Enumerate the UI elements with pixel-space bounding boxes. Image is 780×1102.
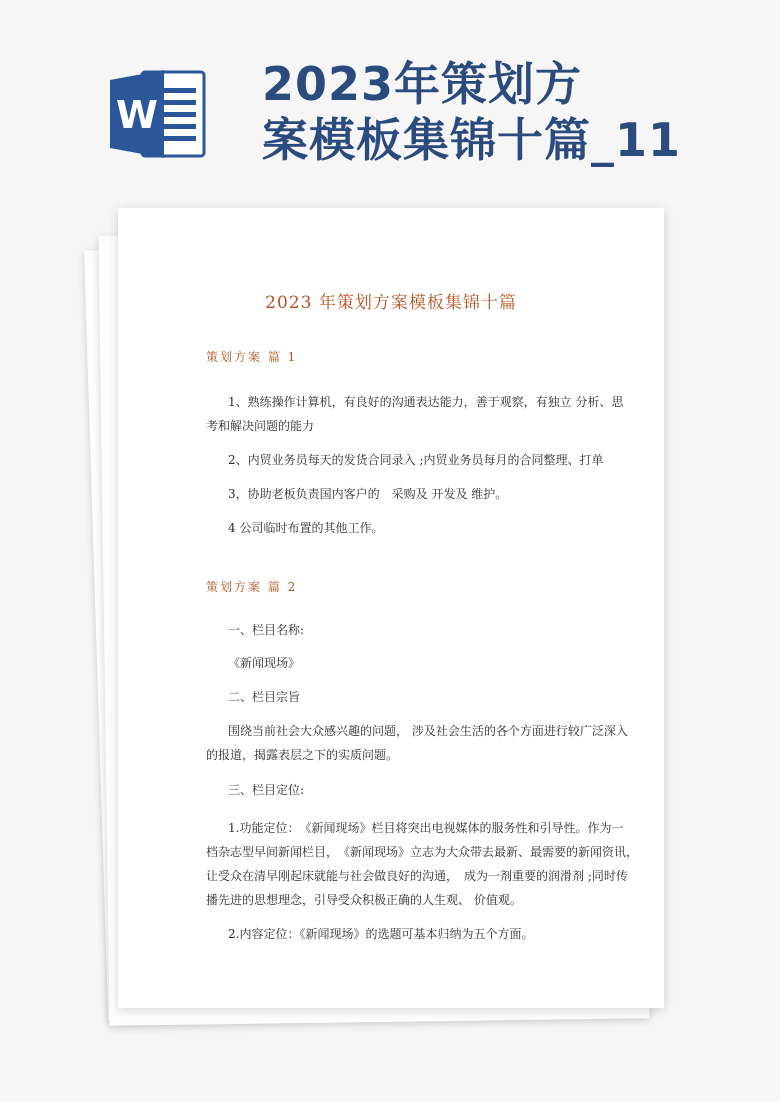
- paragraph-line: 档杂志型早间新闻栏目， 《新闻现场》立志为大众带去最新、最需要的新闻资讯，: [206, 845, 639, 859]
- paragraph-line: 3，协助老板负责国内客户的 采购及 开发及 维护。: [228, 487, 508, 501]
- paragraph-line: 1、熟练操作计算机，有良好的沟通表达能力，善于观察，有独立 分析、思: [228, 395, 624, 409]
- paragraph-line: 二、栏目宗旨: [228, 690, 301, 704]
- paragraph-line: 播先进的思想理念，引导受众积极正确的人生观、 价值观。: [206, 893, 522, 907]
- document-page: [118, 208, 664, 1008]
- paragraph-line: 考和解决问题的能力: [206, 419, 315, 433]
- paragraph-line: 2、内贸业务员每天的发货合同录入 ;内贸业务员每月的合同整理、打单: [228, 453, 604, 467]
- paragraph-line: 一、栏目名称:: [228, 623, 305, 637]
- document-title: [262, 56, 762, 168]
- paragraph-line: 1.功能定位： 《新闻现场》栏目将突出电视媒体的服务性和引导性。作为一: [228, 821, 624, 835]
- section-heading-1: 策划方案 篇 1: [206, 350, 298, 364]
- document-title-line2: 案模板集锦十篇_11: [262, 113, 682, 167]
- word-icon-letter: W: [116, 93, 158, 137]
- section-heading-2: 策划方案 篇 2: [206, 580, 298, 594]
- paragraph-line: 让受众在清早刚起床就能与社会做良好的沟通， 成为一剂重要的润滑剂 ;同时传: [206, 869, 628, 883]
- paragraph-line: 2.内容定位：《新闻现场》的选题可基本归纳为五个方面。: [228, 927, 534, 941]
- document-title-line1: 2023年策划方: [262, 57, 583, 111]
- paragraph-line: 围绕当前社会大众感兴趣的问题， 涉及社会生活的各个方面进行较广泛深入: [228, 724, 628, 738]
- paragraph-line: 4 公司临时布置的其他工作。: [228, 521, 384, 535]
- paragraph-line: 《新闻现场》: [228, 656, 301, 670]
- paragraph-line: 的报道，揭露表层之下的实质问题。: [206, 748, 399, 762]
- page-title: 2023 年策划方案模板集锦十篇: [265, 293, 517, 313]
- page-header: [0, 0, 780, 200]
- paragraph-line: 三、栏目定位:: [228, 783, 305, 797]
- word-document-icon: [108, 66, 208, 162]
